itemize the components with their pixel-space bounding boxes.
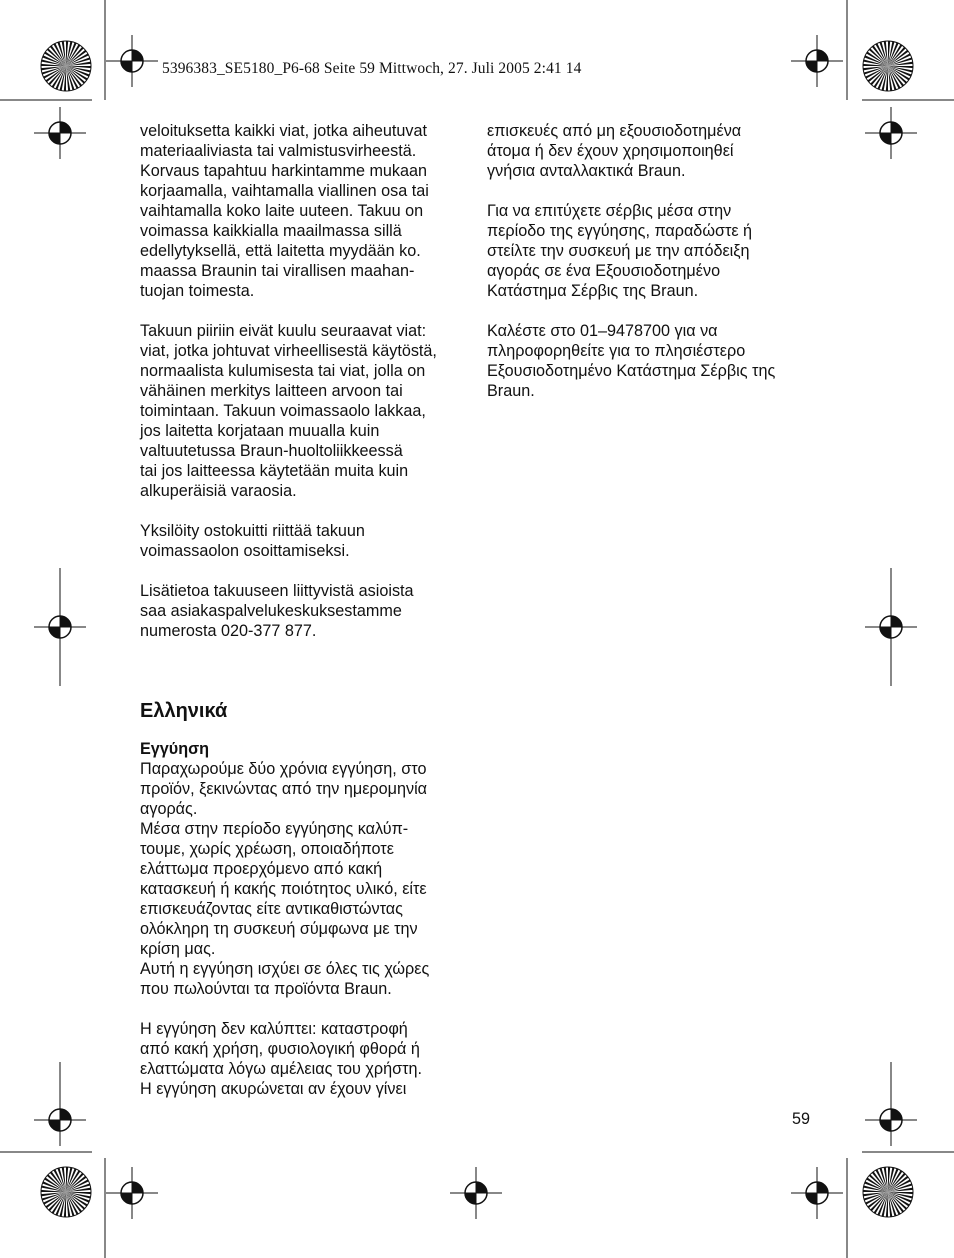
text-line: αγοράς σε ένα Εξουσιοδοτημένο	[487, 262, 721, 280]
crosshair-mark	[791, 35, 843, 87]
print-slug: 5396383_SE5180_P6-68 Seite 59 Mittwoch, 27. Juli 2005 2:41 14	[162, 60, 582, 77]
text-line: edellytyksellä, että laitetta myydään ko.	[140, 242, 421, 260]
finnish-paragraph-1	[140, 121, 470, 301]
text-line: Κατάστημα Σέρβις της Braun.	[487, 282, 699, 300]
text-line: voimassa kaikkialla maailmassa sillä	[140, 222, 402, 240]
text-line: άτομα ή δεν έχουν χρησιμοποιηθεί	[487, 142, 734, 160]
text-line: numerosta 020-377 877.	[140, 622, 317, 640]
text-line: Για να επιτύχετε σέρβις μέσα στην	[487, 202, 732, 220]
text-line: alkuperäisiä varaosia.	[140, 482, 297, 500]
text-line: Korvaus tapahtuu harkintamme mukaan	[140, 162, 428, 180]
text-line: materiaaliviasta tai valmistusvirheestä.	[140, 142, 417, 160]
text-line: tuojan toimesta.	[140, 282, 255, 300]
text-line: korjaamalla, vaihtamalla viallinen osa tai	[140, 182, 429, 200]
text-line: στείλτε την συσκευή με την απόδειξη	[487, 242, 750, 260]
text-line: Αυτή η εγγύηση ισχύει σε όλες τις χώρες	[140, 960, 430, 978]
greek-paragraph-4	[487, 201, 817, 301]
starburst-mark-top-right	[863, 41, 913, 91]
text-line: veloituksetta kaikki viat, jotka aiheutuvat	[140, 122, 428, 140]
text-line: normaalista kulumisesta tai viat, jolla on	[140, 362, 426, 380]
text-line: που πωλούνται τα προϊόντα Braun.	[140, 980, 392, 998]
page-number: 59	[792, 1110, 811, 1128]
crosshair-mark	[865, 1094, 917, 1146]
text-line: toimintaan. Takuun voimassaolo lakkaa,	[140, 402, 426, 420]
section-heading-greek: Ελληνικά	[140, 700, 228, 722]
text-line: κρίση μας.	[140, 940, 216, 958]
text-line: Μέσα στην περίοδο εγγύησης καλύπ-	[140, 820, 409, 838]
text-line: Braun.	[487, 382, 535, 400]
text-line: saa asiakaspalvelukeskuksestamme	[140, 602, 402, 620]
crosshair-mark	[106, 35, 158, 87]
text-line: κατασκευή ή κακής ποιότητος υλικό, είτε	[140, 880, 427, 898]
crosshair-mark	[34, 107, 86, 159]
greek-paragraph-2	[140, 1019, 470, 1099]
text-line: από κακή χρήση, φυσιολογική φθορά ή	[140, 1040, 420, 1058]
finnish-paragraph-3	[140, 521, 470, 561]
text-line: αγοράς.	[140, 800, 198, 818]
left-column	[140, 121, 470, 1099]
text-line: Yksilöity ostokuitti riittää takuun	[140, 522, 365, 540]
text-line: valtuutetussa Braun-huoltoliikkeessä	[140, 442, 403, 460]
starburst-mark-bottom-left	[41, 1167, 91, 1217]
crosshair-mark	[791, 1167, 843, 1219]
starburst-mark-bottom-right	[863, 1167, 913, 1217]
text-line: πληροφορηθείτε για το πλησιέστερο	[487, 342, 746, 360]
text-line: Lisätietoa takuuseen liittyvistä asioista	[140, 582, 414, 600]
crosshair-mark	[450, 1167, 502, 1219]
text-line: Η εγγύηση δεν καλύπτει: καταστροφή	[140, 1020, 408, 1038]
finnish-paragraph-2	[140, 321, 470, 501]
text-line: ελαττώματα λόγω αμέλειας του χρήστη.	[140, 1060, 422, 1078]
text-line: τουμε, χωρίς χρέωση, οποιαδήποτε	[140, 840, 394, 858]
text-line: Καλέστε στο 01–9478700 για να	[487, 322, 718, 340]
greek-paragraph-5	[487, 321, 817, 401]
text-line: vähäinen merkitys laitteen arvoon tai	[140, 382, 403, 400]
text-line: tai jos laitteessa käytetään muita kuin	[140, 462, 409, 480]
finnish-paragraph-4	[140, 581, 470, 641]
text-line: jos laitetta korjataan muualla kuin	[140, 422, 380, 440]
crosshair-mark	[34, 1094, 86, 1146]
text-line: ελάττωμα προερχόμενο από κακή	[140, 860, 383, 878]
subheading-warranty: Εγγύηση	[140, 740, 210, 758]
text-line: maassa Braunin tai virallisen maahan-	[140, 262, 415, 280]
crosshair-mark	[34, 601, 86, 653]
text-line: viat, jotka johtuvat virheellisestä käytöstä,	[140, 342, 437, 360]
text-line: επισκευάζοντας είτε αντικαθιστώντας	[140, 900, 403, 918]
text-line: voimassaolon osoittamiseksi.	[140, 542, 350, 560]
starburst-mark-top-left	[41, 41, 91, 91]
greek-paragraph-3	[487, 121, 817, 181]
text-line: vaihtamalla koko laite uuteen. Takuu on	[140, 202, 424, 220]
right-column	[487, 121, 817, 401]
crosshair-mark	[106, 1167, 158, 1219]
text-line: Εξουσιοδοτημένο Κατάστημα Σέρβις της	[487, 362, 776, 380]
text-line: Η εγγύηση ακυρώνεται αν έχουν γίνει	[140, 1080, 407, 1098]
greek-paragraph-1	[140, 759, 470, 999]
crosshair-mark	[865, 107, 917, 159]
text-line: ολόκληρη τη συσκευή σύμφωνα με την	[140, 920, 418, 938]
text-line: περίοδο της εγγύησης, παραδώστε ή	[487, 222, 753, 240]
crosshair-mark	[865, 601, 917, 653]
text-line: προϊόν, ξεκινώντας από την ημερομηνία	[140, 780, 428, 798]
text-line: γνήσια ανταλλακτικά Braun.	[487, 162, 686, 180]
text-line: Παραχωρούμε δύο χρόνια εγγύηση, στο	[140, 760, 427, 778]
text-line: επισκευές από μη εξουσιοδοτημένα	[487, 122, 742, 140]
text-line: Takuun piiriin eivät kuulu seuraavat viat:	[140, 322, 427, 340]
